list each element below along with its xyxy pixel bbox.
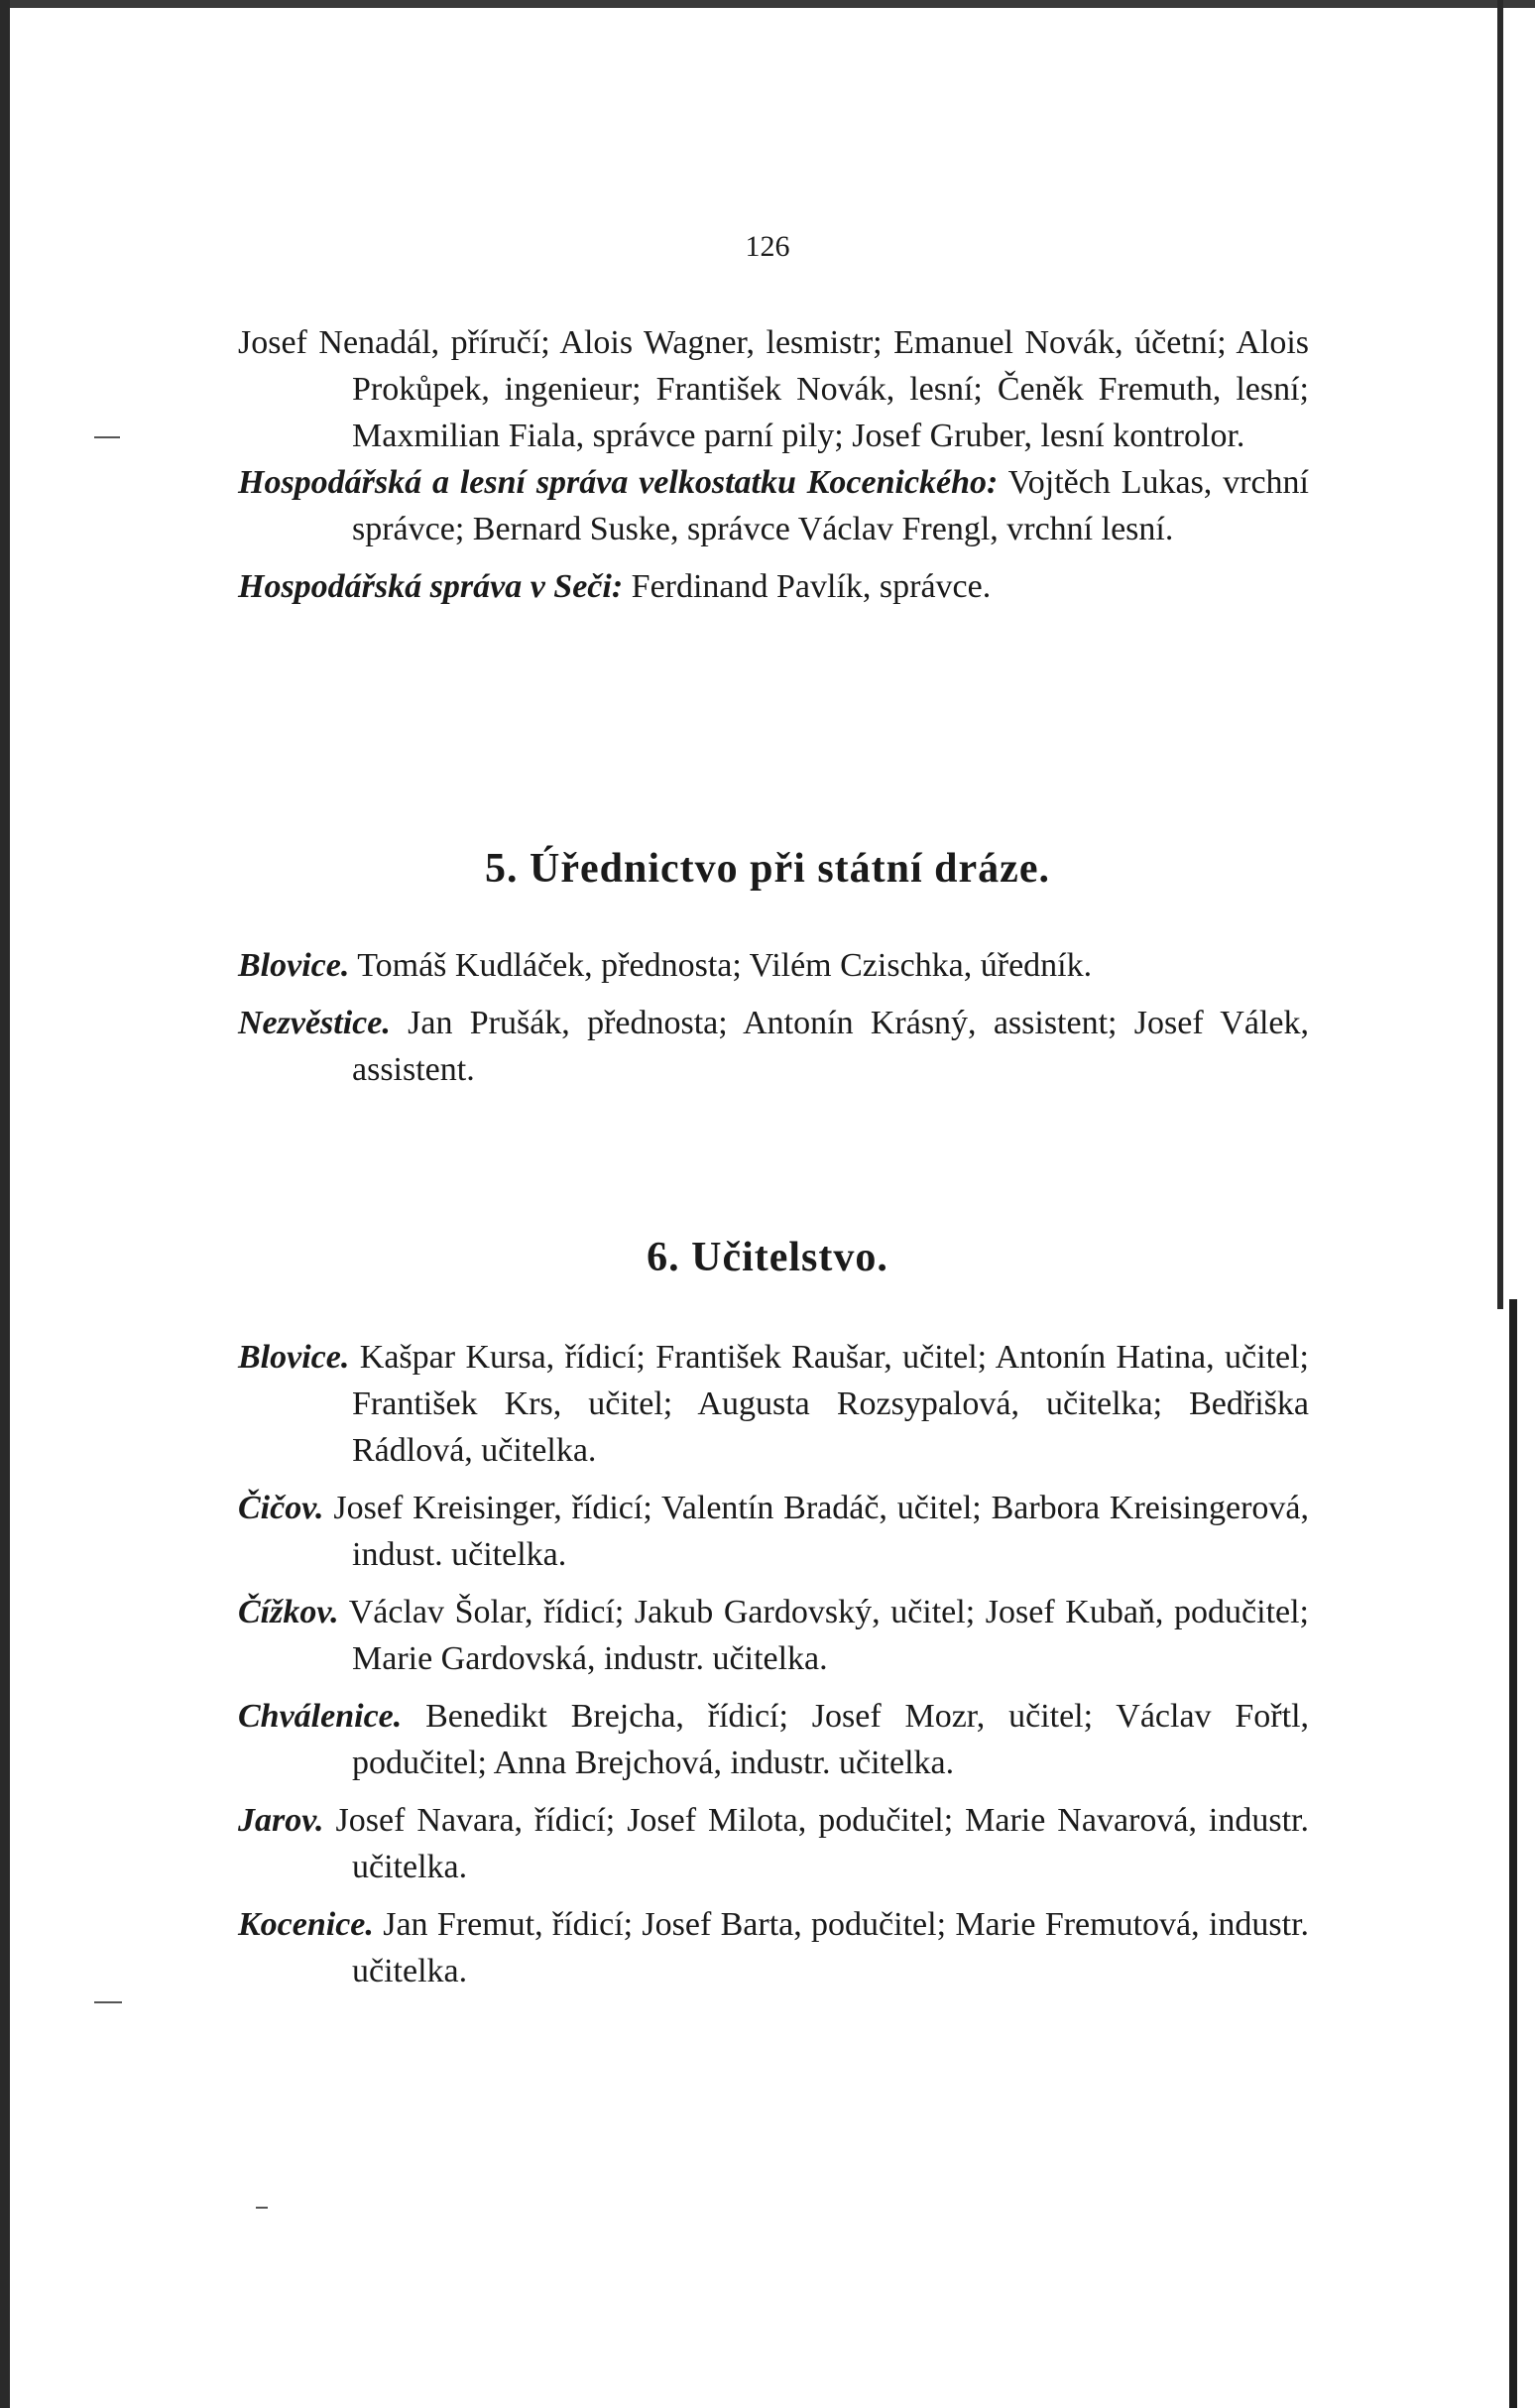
entry-cizkov: [238, 1589, 1309, 1682]
place-name: Kocenice.: [238, 1906, 374, 1943]
staff-paragraph: [238, 319, 1309, 459]
paragraph-text: Ferdinand Pavlík, správce.: [631, 568, 992, 605]
entry-blovice-railway: [238, 942, 1309, 989]
scan-border-right: [1497, 0, 1503, 1309]
entry-text: Jan Fremut, řídicí; Josef Barta, podučitel; Marie Fremutová, industr. učitelka.: [352, 1906, 1310, 1989]
place-name: Jarov.: [238, 1802, 324, 1839]
scan-border-right-lower: [1509, 1299, 1517, 2408]
place-name: Čížkov.: [238, 1594, 339, 1630]
scan-mark: [94, 2001, 122, 2003]
section-6-heading: 6. Učitelstvo.: [647, 1235, 888, 1280]
scan-mark: [256, 2207, 268, 2209]
place-name: Blovice.: [238, 947, 350, 984]
page-number: 126: [745, 230, 790, 263]
entry-nezvestice: [238, 1000, 1309, 1093]
entry-cicov: [238, 1485, 1309, 1578]
sec-administration-paragraph: [238, 563, 1309, 610]
place-name: Čičov.: [238, 1490, 324, 1526]
place-name: Blovice.: [238, 1339, 350, 1376]
entry-text: Kašpar Kursa, řídicí; František Raušar, učitel; Antonín Hatina, učitel; František Krs, učitel; Augusta Rozsypalová, učitelka; Bedřiška Rádlová, učitelka.: [352, 1339, 1310, 1469]
entry-kocenice: [238, 1901, 1309, 1994]
entry-blovice-teachers: [238, 1334, 1309, 1474]
entry-text: Josef Kreisinger, řídicí; Valentín Bradáč, učitel; Barbora Kreisingerová, indust. učitelka.: [333, 1490, 1310, 1573]
entry-chvalenice: [238, 1693, 1309, 1786]
entry-jarov: [238, 1797, 1309, 1890]
scan-border-left: [0, 0, 10, 2408]
paragraph-text: Vojtěch Lukas, vrchní správce; Bernard Suske, správce Václav Frengl, vrchní lesní.: [352, 464, 1310, 547]
section-6-entries: [238, 1334, 1309, 1994]
entry-text: Benedikt Brejcha, řídicí; Josef Mozr, učitel; Václav Fořtl, podučitel; Anna Brejchová, industr. učitelka.: [352, 1698, 1310, 1781]
entry-text: Jan Prušák, přednosta; Antonín Krásný, assistent; Josef Válek, assistent.: [352, 1005, 1309, 1088]
paragraph-text: Josef Nenadál, příručí; Alois Wagner, lesmistr; Emanuel Novák, účetní; Alois Prokůpek, ingenieur; František Novák, lesní; Čeněk Fremuth, lesní; Maxmilian Fiala, správce parní pily; Josef Gruber, lesní kontrolor.: [238, 324, 1309, 454]
entry-text: Václav Šolar, řídicí; Jakub Gardovský, učitel; Josef Kubaň, podučitel; Marie Gardovská, industr. učitelka.: [348, 1594, 1310, 1677]
place-name: Nezvěstice.: [238, 1005, 391, 1041]
place-name: Chválenice.: [238, 1698, 403, 1735]
section-5-heading: 5. Úřednictvo při státní dráze.: [485, 846, 1050, 892]
entry-text: Josef Navara, řídicí; Josef Milota, podučitel; Marie Navarová, industr. učitelka.: [335, 1802, 1309, 1885]
intro-section: [238, 319, 1309, 610]
kocenice-estate-paragraph: [238, 459, 1309, 552]
paragraph-label: Hospodářská správa v Seči:: [238, 568, 624, 605]
section-5-entries: [238, 942, 1309, 1093]
scan-mark: [94, 436, 120, 438]
entry-text: Tomáš Kudláček, přednosta; Vilém Czischka, úředník.: [357, 947, 1093, 984]
scan-border-top: [0, 0, 1535, 8]
paragraph-label: Hospodářská a lesní správa velkostatku Kocenického:: [238, 464, 999, 501]
